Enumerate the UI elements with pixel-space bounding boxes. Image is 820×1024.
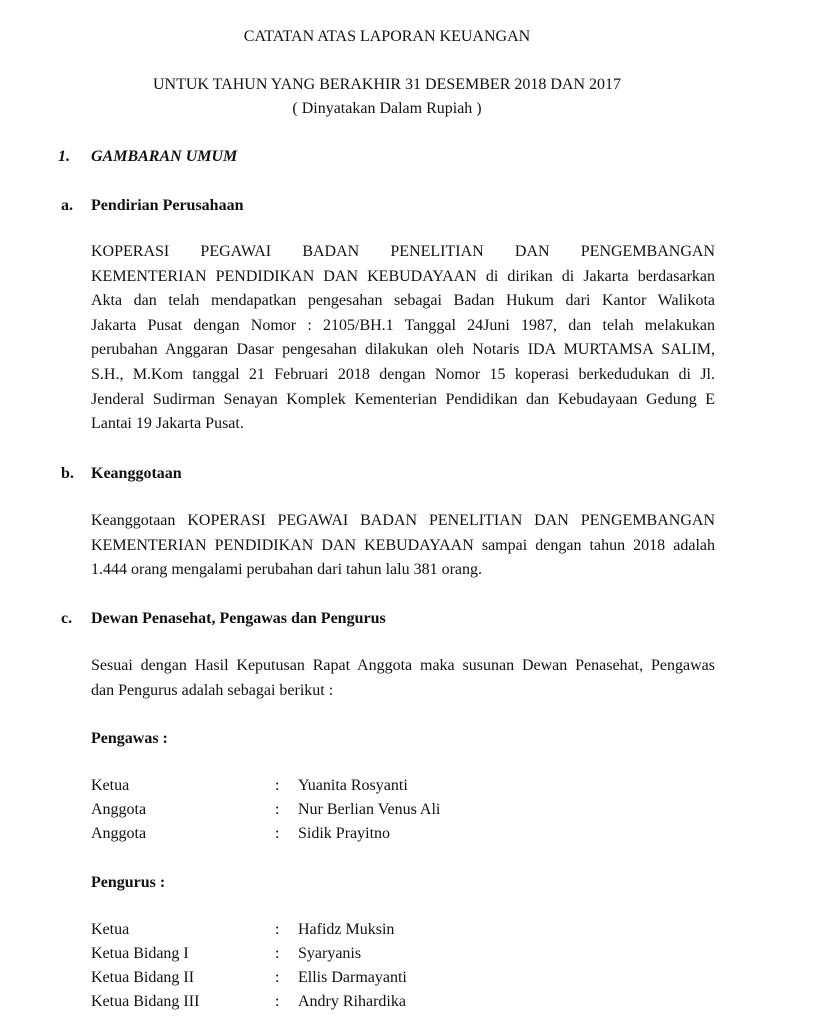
- colon-separator: :: [275, 969, 280, 986]
- paragraph-line: Sesuai dengan Hasil Keputusan Rapat Anggota maka susunan Dewan Penasehat, Pengawas: [91, 657, 715, 674]
- subsection-c-title: Dewan Penasehat, Pengawas dan Pengurus: [91, 610, 386, 627]
- role-label: Ketua Bidang I: [91, 945, 189, 962]
- member-name: Andry Rihardika: [298, 993, 406, 1010]
- role-label: Anggota: [91, 825, 147, 842]
- paragraph-line: KEMENTERIAN PENDIDIKAN DAN KEBUDAYAAN di dirikan di Jakarta berdasarkan: [91, 267, 715, 285]
- pengurus-row: [0, 921, 820, 945]
- member-name: Yuanita Rosyanti: [298, 777, 408, 794]
- pengurus-row: [0, 945, 820, 969]
- paragraph-line: dan Pengurus adalah sebagai berikut :: [91, 681, 334, 699]
- role-label: Ketua: [91, 777, 130, 794]
- paragraph-line: Lantai 19 Jakarta Pusat.: [91, 415, 244, 433]
- role-label: Ketua: [91, 921, 130, 938]
- paragraph-line: Jenderal Sudirman Senayan Komplek Kementerian Pendidikan dan Kebudayaan Gedung E: [91, 390, 715, 408]
- role-label: Ketua Bidang II: [91, 969, 195, 986]
- subsection-b-title: Keanggotaan: [91, 465, 182, 482]
- subsection-c-letter: c.: [61, 610, 73, 627]
- member-name: Hafidz Muksin: [298, 921, 395, 938]
- document-title: CATATAN ATAS LAPORAN KEUANGAN: [243, 28, 531, 45]
- paragraph-line: Keanggotaan KOPERASI PEGAWAI BADAN PENELITIAN DAN PENGEMBANGAN: [91, 512, 715, 529]
- colon-separator: :: [275, 825, 280, 842]
- subsection-b-letter: b.: [61, 465, 74, 482]
- paragraph-line: Akta dan telah mendapatkan pengesahan sebagai Badan Hukum dari Kantor Walikota: [91, 292, 715, 310]
- subsection-a-paragraph: [91, 240, 715, 437]
- member-name: Nur Berlian Venus Ali: [298, 801, 441, 818]
- subsection-b-paragraph: [91, 509, 715, 583]
- role-label: Ketua Bidang III: [91, 993, 200, 1010]
- member-name: Sidik Prayitno: [298, 825, 391, 842]
- role-label: Anggota: [91, 801, 147, 818]
- subsection-c-paragraph: [91, 654, 715, 703]
- paragraph-line: 1.444 orang mengalami perubahan dari tahun lalu 381 orang.: [91, 561, 482, 579]
- pengawas-row: [0, 777, 820, 801]
- pengurus-heading: Pengurus :: [91, 874, 166, 891]
- pengurus-row: [0, 993, 820, 1017]
- section-title: GAMBARAN UMUM: [91, 148, 238, 165]
- colon-separator: :: [275, 801, 280, 818]
- member-name: Syaryanis: [298, 945, 362, 962]
- pengawas-heading: Pengawas :: [91, 730, 168, 747]
- subsection-a-letter: a.: [61, 197, 73, 214]
- colon-separator: :: [275, 777, 280, 794]
- member-name: Ellis Darmayanti: [298, 969, 407, 986]
- pengurus-row: [0, 969, 820, 993]
- colon-separator: :: [275, 945, 280, 962]
- pengawas-row: [0, 801, 820, 825]
- colon-separator: :: [275, 921, 280, 938]
- paragraph-line: Jakarta Pusat dengan Nomor : 2105/BH.1 Tanggal 24Juni 1987, dan telah melakukan: [91, 316, 715, 334]
- document-subtitle: UNTUK TAHUN YANG BERAKHIR 31 DESEMBER 2018 DAN 2017: [152, 76, 622, 93]
- subsection-a-title: Pendirian Perusahaan: [91, 197, 244, 214]
- paragraph-line: KEMENTERIAN PENDIDIKAN DAN KEBUDAYAAN sampai dengan tahun 2018 adalah: [91, 536, 715, 554]
- currency-note: ( Dinyatakan Dalam Rupiah ): [292, 100, 482, 117]
- paragraph-line: perubahan Anggaran Dasar pengesahan dilakukan oleh Notaris IDA MURTAMSA SALIM,: [91, 341, 715, 359]
- pengawas-row: [0, 825, 820, 849]
- section-number: 1.: [58, 148, 70, 165]
- paragraph-line: S.H., M.Kom tanggal 21 Februari 2018 dengan Nomor 15 koperasi berkedudukan di Jl.: [91, 365, 715, 383]
- colon-separator: :: [275, 993, 280, 1010]
- paragraph-line: KOPERASI PEGAWAI BADAN PENELITIAN DAN PENGEMBANGAN: [91, 243, 715, 260]
